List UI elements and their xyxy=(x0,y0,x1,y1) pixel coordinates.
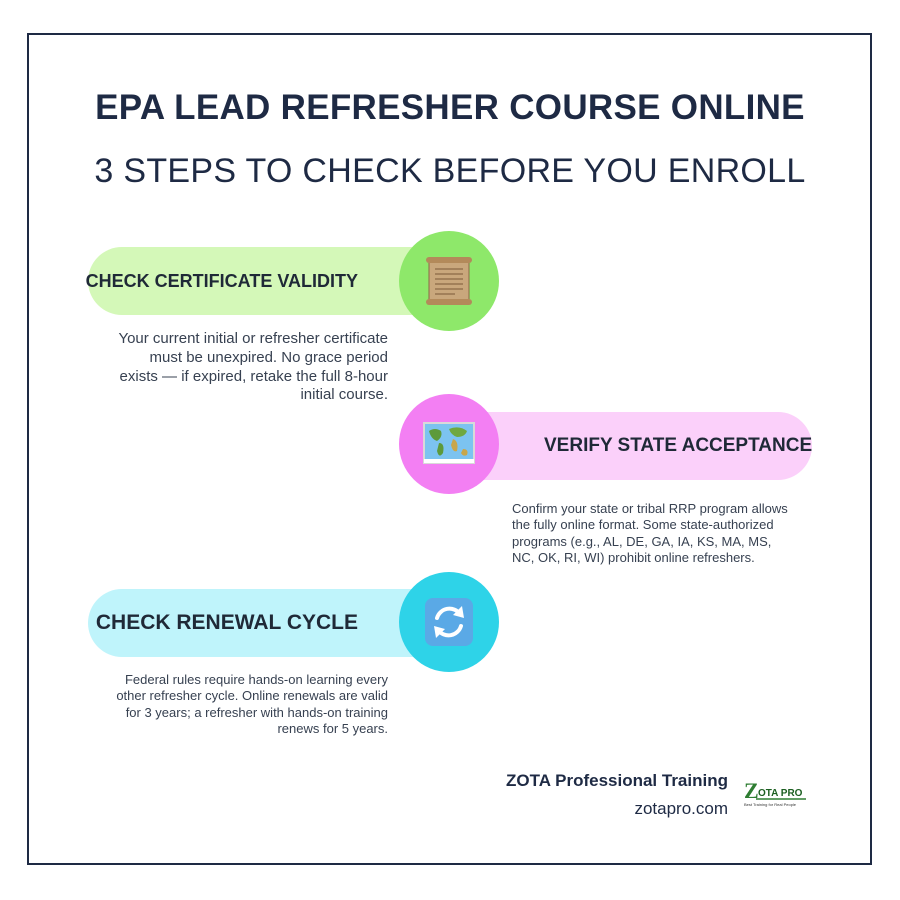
page-title: EPA LEAD REFRESHER COURSE ONLINE xyxy=(95,88,805,127)
company-name: ZOTA Professional Training xyxy=(506,771,728,790)
step-2-label: VERIFY STATE ACCEPTANCE xyxy=(544,435,813,456)
page-subtitle: 3 STEPS TO CHECK BEFORE YOU ENROLL xyxy=(94,152,806,190)
step-3-circle xyxy=(399,572,499,672)
step-2-circle xyxy=(399,394,499,494)
zota-pro-logo xyxy=(742,778,808,808)
step-2-description: Confirm your state or tribal RRP program allows the fully online format. Some state-authorized programs (e.g., AL, DE, GA, IA, KS, MA, MS, NC, OK, RI, WI) prohibit online refreshers. xyxy=(512,501,788,565)
svg-text:Best Training for Real People: Best Training for Real People xyxy=(744,802,797,807)
step-1-circle xyxy=(399,231,499,331)
step-3-description: Federal rules require hands-on learning every other refresher cycle. Online renewals are valid for 3 years; a refresher with hands-on training renews for 5 years. xyxy=(116,672,388,736)
step-3-label: CHECK RENEWAL CYCLE xyxy=(95,611,358,634)
step-1-description: Your current initial or refresher certificate must be unexpired. No grace period exists — if expired, retake the full 8-hour initial course. xyxy=(118,330,388,404)
svg-text:Z: Z xyxy=(744,778,759,803)
refresh-arrows-icon xyxy=(423,596,475,648)
world-map-icon xyxy=(421,419,477,469)
svg-text:OTA PRO: OTA PRO xyxy=(758,788,803,799)
company-url[interactable]: zotapro.com xyxy=(634,799,728,818)
step-1-label: CHECK CERTIFICATE VALIDITY xyxy=(85,270,358,291)
scroll-icon xyxy=(421,253,477,309)
